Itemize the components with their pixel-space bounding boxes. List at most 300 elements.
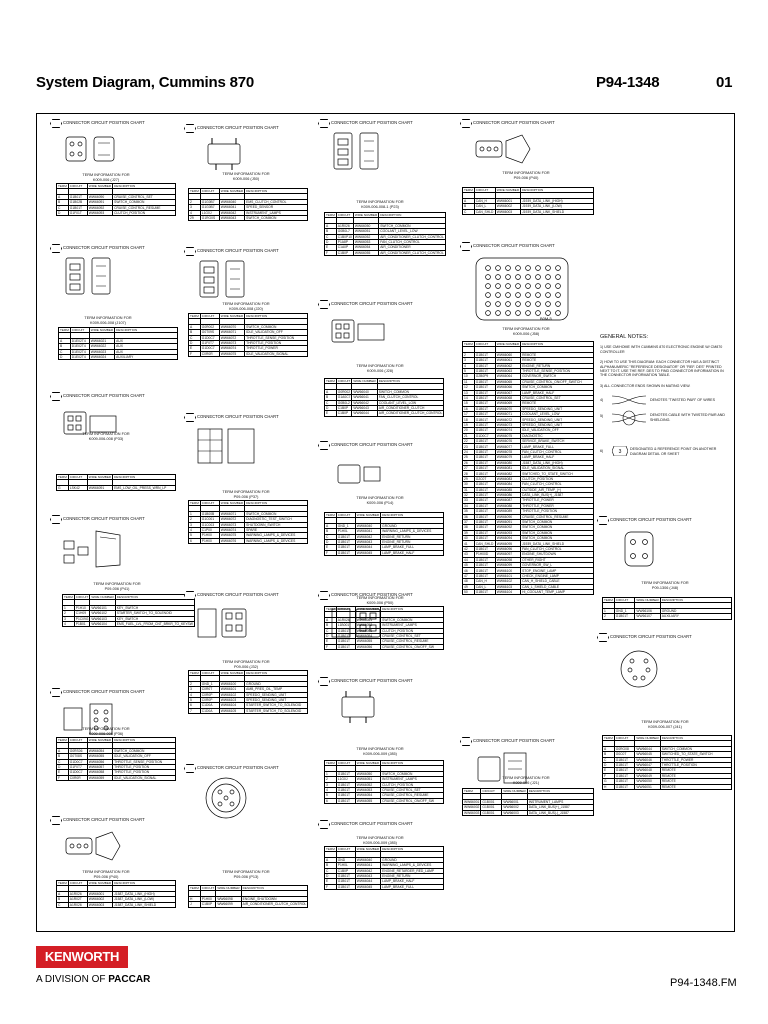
table-cell: B bbox=[325, 529, 337, 534]
table-cell: J1587_DATA_LINK_(HIGH) bbox=[521, 460, 594, 465]
column-header: CIRCUIT bbox=[614, 598, 635, 603]
table-cell: WW66050 bbox=[355, 771, 380, 776]
table-row bbox=[603, 614, 732, 619]
term-info-title-line: P09-006 (J32) bbox=[233, 664, 259, 669]
table-cell: WW66071 bbox=[219, 511, 244, 516]
table-cell: WW66041 bbox=[219, 205, 244, 210]
table-cell: WW66102 bbox=[219, 692, 244, 697]
table-cell: G1B01T bbox=[336, 633, 355, 638]
table-cell: WW66045 bbox=[355, 550, 380, 555]
chart-heading: CONNECTOR CIRCUIT POSITION CHART bbox=[331, 592, 413, 597]
table-cell: G1D0C7 bbox=[68, 770, 87, 775]
table-cell: 1 bbox=[603, 608, 615, 613]
table-cell: F bbox=[57, 775, 69, 780]
table-cell: GND_1 bbox=[336, 523, 355, 528]
table-cell: SWITCH_COMMON bbox=[245, 324, 308, 329]
column-header: DESCRIPTION bbox=[113, 881, 176, 886]
table-cell: WW66073 bbox=[495, 422, 520, 427]
chart-heading: CONNECTOR CIRCUIT POSITION CHART bbox=[473, 738, 555, 743]
table-cell: G1B01T bbox=[68, 194, 87, 199]
table-row bbox=[189, 708, 308, 713]
table-cell: 29 bbox=[463, 476, 475, 481]
table-cell: C bbox=[59, 349, 71, 354]
chart-heading: CONNECTOR CIRCUIT POSITION CHART bbox=[331, 821, 413, 826]
table-row bbox=[57, 485, 176, 490]
column-header: WIRE NUMBER bbox=[356, 761, 380, 766]
table-cell: WW66024 bbox=[89, 354, 114, 359]
table-cell: G0RS06 bbox=[68, 748, 87, 753]
table-cell: WW66105 bbox=[219, 708, 244, 713]
table-cell: WW66073 bbox=[219, 340, 244, 345]
table-cell: G1B01T bbox=[474, 471, 495, 476]
note-6-text: DESIGNATED & REFERENCE POINT ON ANOTHER DIAGRAM DETAIL OR SHEET bbox=[630, 447, 717, 456]
column-header: DESCRIPTION bbox=[113, 475, 176, 480]
connector-drawing bbox=[328, 687, 392, 735]
table-cell: 47 bbox=[463, 573, 475, 578]
table-cell: FAN_CLUTCH_CONTROL bbox=[377, 395, 444, 400]
table-cell: G1B01T bbox=[336, 884, 355, 889]
table-cell: WW66001 bbox=[502, 799, 527, 804]
table-cell: WW66044 bbox=[352, 411, 377, 416]
table-cell: G1B01T bbox=[474, 439, 495, 444]
table-cell: CRUISE_CONTROL_RESUME bbox=[113, 205, 176, 210]
table-cell: D bbox=[59, 354, 71, 359]
table-cell: ENGINE_RETURN bbox=[381, 534, 444, 539]
column-header: DESCRIPTION bbox=[113, 184, 176, 189]
column-header: TERM bbox=[326, 847, 335, 852]
table-cell: AMB_PRES_OIL_TEMP bbox=[245, 687, 308, 692]
table-row bbox=[325, 550, 444, 555]
term-info-title-line: TERM INFORMATION FOR bbox=[222, 490, 270, 494]
connector-illustration bbox=[194, 601, 258, 654]
table-cell: G1B01T bbox=[336, 793, 355, 798]
table-cell: A bbox=[325, 857, 337, 862]
table-cell: G0R002 bbox=[337, 389, 351, 394]
table-row bbox=[57, 902, 176, 907]
ecm-label: B0M-5 bbox=[540, 316, 552, 321]
term-info-title-line: P09-006 (P41) bbox=[104, 586, 130, 591]
table-cell: WW66043 bbox=[355, 539, 380, 544]
term-info-table bbox=[56, 737, 176, 781]
table-cell: DATA_LINK_BUS(+)_J1587 bbox=[521, 492, 594, 497]
table-cell: FAN_CLUTCH_CONTROL bbox=[521, 546, 594, 551]
table-cell: 36 bbox=[463, 514, 475, 519]
table-cell: G1B01T bbox=[474, 563, 495, 568]
table-cell: ENGINE_RETURN bbox=[381, 873, 444, 878]
chart-heading: CONNECTOR CIRCUIT POSITION CHART bbox=[63, 817, 145, 822]
column-header: TERM bbox=[464, 188, 473, 193]
table-cell: CRUISE_CONTROL_SET bbox=[381, 633, 444, 638]
table-cell: 16 bbox=[463, 406, 475, 411]
table-cell: 49 bbox=[463, 584, 475, 589]
table-cell: CRUISE_CONTROL_RESUME bbox=[521, 514, 594, 519]
table-cell: L1B001 bbox=[336, 623, 355, 628]
column-header: CIRCUIT bbox=[474, 188, 495, 193]
table-cell: 22 bbox=[463, 439, 475, 444]
table-cell: THROTTLE_POSITION bbox=[113, 764, 176, 769]
column-header: CIRCUIT bbox=[70, 328, 89, 333]
table-cell: ENGINE_RETURN bbox=[521, 363, 594, 368]
table-cell: WW66044 bbox=[355, 545, 380, 550]
table-cell: G1B01T bbox=[474, 568, 495, 573]
document-number: P94-1348 bbox=[596, 74, 660, 91]
table-cell: WW66074 bbox=[495, 428, 520, 433]
table-cell: WW66021 bbox=[89, 338, 114, 343]
table-cell: G1C003 bbox=[200, 522, 219, 527]
table-cell: CAN_H bbox=[474, 579, 495, 584]
chart-heading: CONNECTOR CIRCUIT POSITION CHART bbox=[197, 125, 279, 130]
chart-heading: CONNECTOR CIRCUIT POSITION CHART bbox=[197, 414, 279, 419]
table-cell: WW66056 bbox=[87, 759, 112, 764]
table-cell: SERVICE_BRAKE_SWITCH bbox=[521, 439, 594, 444]
term-info-title-line: P09-006 (P40) bbox=[93, 874, 119, 879]
table-cell: THROTTLE_SENSE_POSITION bbox=[245, 335, 308, 340]
table-cell: GND_1 bbox=[200, 681, 219, 686]
reference-designator-badge bbox=[460, 737, 472, 746]
table-cell: 25 bbox=[463, 455, 475, 460]
reference-designator-badge bbox=[50, 392, 62, 401]
table-cell: C bbox=[463, 209, 475, 214]
column-header: WIRE NUMBER bbox=[220, 314, 244, 319]
table-cell: 4 bbox=[189, 210, 201, 215]
chart-heading: CONNECTOR CIRCUIT POSITION CHART bbox=[331, 678, 413, 683]
table-cell: WW66101 bbox=[90, 605, 115, 610]
column-header: WIRE NUMBER bbox=[356, 607, 380, 612]
table-cell: G1B01T bbox=[336, 550, 355, 555]
term-info-table bbox=[188, 670, 308, 714]
table-cell: WW66055 bbox=[87, 754, 112, 759]
table-row bbox=[325, 234, 446, 239]
table-cell: G1B01T bbox=[474, 379, 495, 384]
term-info-title-line: TERM INFORMATION FOR bbox=[502, 776, 550, 780]
table-cell: F bbox=[603, 773, 615, 778]
table-cell: AIR_CONDITIONER_CLUTCH bbox=[377, 405, 444, 410]
table-cell: G1B01T bbox=[336, 873, 355, 878]
table-cell: SWITCH_COMMON bbox=[521, 530, 594, 535]
table-cell: 39 bbox=[463, 530, 475, 535]
note-4-number: 4) bbox=[600, 398, 604, 403]
table-cell: G1B01T bbox=[474, 487, 495, 492]
column-header: TERM bbox=[58, 184, 67, 189]
reference-designator-badge bbox=[318, 300, 330, 309]
table-cell: E bbox=[325, 411, 337, 416]
table-cell: G1B01T bbox=[614, 784, 635, 789]
connector-drawing bbox=[194, 257, 258, 305]
table-row bbox=[189, 215, 308, 220]
table-row bbox=[325, 250, 446, 255]
table-cell: 5 bbox=[189, 533, 201, 538]
table-cell: 6 bbox=[325, 798, 337, 803]
table-cell: G1B01T bbox=[336, 644, 355, 649]
table-cell: C1B0P bbox=[336, 405, 352, 410]
table-cell: G1B01T bbox=[474, 406, 495, 411]
table-cell: WW66071 bbox=[495, 412, 520, 417]
table-cell: 34 bbox=[463, 503, 475, 508]
table-cell: WW66068 bbox=[495, 395, 520, 400]
connector-drawing bbox=[194, 601, 258, 649]
table-cell: REMOTE bbox=[521, 401, 594, 406]
table-cell: WW66054 bbox=[87, 748, 112, 753]
column-header: TERM bbox=[190, 189, 199, 194]
table-cell: WW66043 bbox=[219, 215, 244, 220]
table-cell: WW66072 bbox=[219, 517, 244, 522]
table-cell: LAMP_BRAKE_HALF bbox=[521, 390, 594, 395]
column-header: WIRE NUMBER bbox=[220, 189, 244, 194]
term-info-title-line: P09-006 (P13) bbox=[233, 874, 259, 879]
table-row bbox=[63, 621, 195, 626]
table-cell: 37 bbox=[463, 519, 475, 524]
table-row bbox=[325, 411, 444, 416]
term-info-title-line: K009-006-007 (J41) bbox=[648, 724, 682, 729]
table-cell: A bbox=[325, 617, 337, 622]
table-cell: G0C0T bbox=[614, 752, 635, 757]
division-line bbox=[36, 974, 151, 985]
table-cell: WW66104 bbox=[495, 589, 520, 594]
column-header: TERM bbox=[190, 314, 199, 319]
column-header: WIRE NUMBER bbox=[88, 184, 112, 189]
term-info-title-line: TERM INFORMATION FOR bbox=[82, 870, 130, 874]
table-cell: WW66046 bbox=[635, 757, 660, 762]
table-cell: G1B001 bbox=[481, 810, 502, 815]
table-cell: WW66003 bbox=[495, 209, 520, 214]
table-cell: 17 bbox=[463, 412, 475, 417]
term-info-table bbox=[324, 378, 444, 417]
table-cell: CRUISE_CONTROL_SET bbox=[521, 395, 594, 400]
term-info-title-line: TERM INFORMATION FOR bbox=[222, 172, 270, 176]
term-info-title-line: P09-006 (P37) bbox=[233, 494, 259, 499]
column-header: DESCRIPTION bbox=[245, 671, 308, 676]
term-info-title bbox=[56, 727, 156, 736]
table-cell: THROTTLE_POSITION bbox=[521, 509, 594, 514]
table-cell: WW66050 bbox=[353, 223, 378, 228]
table-cell: SWITCH_COMMON bbox=[381, 771, 444, 776]
column-header: DESCRIPTION bbox=[521, 342, 594, 347]
column-header: DESCRIPTION bbox=[115, 595, 194, 600]
reference-designator-badge bbox=[50, 244, 62, 253]
table-row bbox=[57, 775, 176, 780]
table-cell: B bbox=[57, 897, 69, 902]
table-row bbox=[463, 209, 594, 214]
table-cell: G1B001 bbox=[481, 805, 502, 810]
column-header: TERM bbox=[326, 607, 335, 612]
table-cell: CAN_H bbox=[474, 198, 495, 203]
table-cell: WW66096 bbox=[495, 546, 520, 551]
table-cell: THROTTLE_POWER bbox=[245, 346, 308, 351]
term-info-title bbox=[196, 660, 296, 669]
table-cell: C bbox=[603, 757, 615, 762]
table-cell: G1B01T bbox=[474, 417, 495, 422]
table-cell: F bbox=[325, 884, 337, 889]
term-info-title bbox=[610, 720, 720, 729]
term-info-title-line: TERM INFORMATION FOR bbox=[222, 870, 270, 874]
term-info-table bbox=[462, 341, 594, 595]
column-header: WIRE NUMBER bbox=[217, 886, 240, 891]
table-cell: SWITCH_COMMON bbox=[521, 525, 594, 530]
note-5 bbox=[600, 410, 730, 432]
table-cell: WW66002 bbox=[502, 805, 527, 810]
column-header: DESCRIPTION bbox=[115, 328, 178, 333]
table-cell: D bbox=[325, 405, 337, 410]
term-info-title-line: K009-006-008-1 (P23) bbox=[361, 204, 399, 209]
table-cell: WW66040 bbox=[355, 523, 380, 528]
table-cell: G1B01T bbox=[614, 757, 635, 762]
table-cell: 7 bbox=[189, 708, 201, 713]
term-info-title-line: TERM INFORMATION FOR bbox=[222, 302, 270, 306]
table-cell: WW66104 bbox=[219, 703, 244, 708]
term-info-table bbox=[62, 594, 195, 627]
table-cell: SWITCH_COMMON bbox=[379, 223, 446, 228]
table-cell: WW66047 bbox=[635, 762, 660, 767]
table-cell: B bbox=[325, 229, 337, 234]
term-info-table bbox=[462, 187, 594, 215]
term-info-title bbox=[56, 173, 156, 182]
reference-designator-badge bbox=[50, 816, 62, 825]
table-cell: CAN_L bbox=[474, 204, 495, 209]
connector-drawing bbox=[194, 423, 258, 471]
table-cell: OTHER_RIGHT bbox=[521, 557, 594, 562]
column-header: DESCRIPTION bbox=[381, 847, 444, 852]
term-info-title-line: K009-006 (P14) bbox=[366, 500, 394, 505]
table-row bbox=[325, 644, 444, 649]
table-cell: WW66054 bbox=[353, 245, 378, 250]
table-cell: B bbox=[325, 623, 337, 628]
table-cell: C bbox=[325, 868, 337, 873]
connector-illustration bbox=[328, 310, 392, 363]
column-header: DESCRIPTION bbox=[381, 607, 444, 612]
term-info-title bbox=[196, 302, 296, 311]
table-cell: CHECK_ENGINE_LAMP bbox=[521, 573, 594, 578]
table-cell: WW66103 bbox=[219, 697, 244, 702]
table-cell: OUTSIDE_AIR_TEMP_(+) bbox=[521, 487, 594, 492]
table-cell: 6 bbox=[189, 538, 201, 543]
column-header: TERM bbox=[60, 328, 69, 333]
table-cell: G1B01T bbox=[614, 779, 635, 784]
table-cell: C0R0R bbox=[200, 351, 219, 356]
connector-illustration bbox=[194, 423, 258, 476]
term-info-title-line: TERM INFORMATION FOR bbox=[356, 496, 404, 500]
table-cell: THROTTLE_POWER bbox=[521, 498, 594, 503]
table-cell: AIR_CONDITIONER bbox=[379, 245, 446, 250]
table-cell: A bbox=[57, 891, 69, 896]
table-cell: C bbox=[325, 534, 337, 539]
reference-designator-badge bbox=[184, 591, 196, 600]
table-cell: WW66055 bbox=[355, 639, 380, 644]
table-cell: B bbox=[325, 395, 337, 400]
reference-designator-badge bbox=[597, 633, 609, 642]
table-cell: 6 bbox=[189, 703, 201, 708]
table-cell: G1B01T bbox=[474, 503, 495, 508]
table-cell: 24 bbox=[463, 449, 475, 454]
connector-illustration bbox=[60, 254, 124, 307]
table-cell: WW66080 bbox=[495, 460, 520, 465]
table-cell: G1B01T bbox=[336, 639, 355, 644]
term-info-title-line: P09-1306 (J48) bbox=[651, 585, 679, 590]
reference-designator-badge bbox=[460, 119, 472, 128]
term-info-title-line: K009-006 (J21) bbox=[512, 780, 540, 785]
connector-drawing bbox=[60, 402, 124, 450]
column-header: WIRE NUMBER bbox=[354, 213, 378, 218]
term-info-table bbox=[602, 735, 732, 790]
table-row bbox=[189, 517, 308, 522]
table-cell: B bbox=[325, 863, 337, 868]
table-cell: WW66083 bbox=[495, 476, 520, 481]
table-cell: WW66066 bbox=[495, 385, 520, 390]
table-cell: WW66091 bbox=[87, 200, 112, 205]
table-cell: 4 bbox=[189, 692, 201, 697]
table-cell: P1B01 bbox=[74, 621, 90, 626]
table-cell: 42 bbox=[463, 546, 475, 551]
table-cell: 15 bbox=[463, 401, 475, 406]
column-header: CIRCUIT bbox=[200, 314, 219, 319]
table-cell: 2 bbox=[603, 614, 615, 619]
table-cell: G1B00B bbox=[200, 511, 219, 516]
table-cell: G1D0C7 bbox=[68, 759, 87, 764]
table-row bbox=[325, 798, 444, 803]
table-cell: C0R0P bbox=[200, 692, 219, 697]
table-cell: THROTTLE_POSITION bbox=[660, 762, 731, 767]
term-info-title-line: TERM INFORMATION FOR bbox=[502, 171, 550, 175]
term-info-title-line: K009-006-009 (J85) bbox=[363, 751, 397, 756]
table-cell: DATA_LINK_BUS(+)_J1587 bbox=[527, 805, 593, 810]
table-cell: WW66056 bbox=[355, 644, 380, 649]
table-cell: G1B01T bbox=[336, 798, 355, 803]
table-cell: WW66052 bbox=[353, 234, 378, 239]
table-cell: D1E02T4 bbox=[70, 354, 89, 359]
table-cell: WW66023 bbox=[89, 349, 114, 354]
note-1: 1) USE CM/HOME WITH CUMMINS 870 ELECTRONIC ENGINE W/ CM870 CONTROLLER bbox=[600, 345, 723, 354]
column-header: DESCRIPTION bbox=[521, 188, 594, 193]
table-cell: P1H00D bbox=[474, 552, 495, 557]
table-cell: G1G0B7 bbox=[200, 199, 219, 204]
table-cell: WW66063 bbox=[495, 368, 520, 373]
table-row bbox=[189, 538, 308, 543]
column-header: TERM bbox=[190, 501, 199, 506]
table-cell: G1B01T bbox=[336, 539, 355, 544]
table-cell: INSTRUMENT_LAMPS bbox=[245, 210, 308, 215]
table-cell: WW66054 bbox=[355, 793, 380, 798]
table-cell: SPEEDO_SENDING_UNIT bbox=[521, 406, 594, 411]
term-info-title bbox=[470, 327, 582, 336]
table-cell: F bbox=[325, 250, 337, 255]
table-cell: P1H00 bbox=[200, 533, 219, 538]
table-cell: STARTER_SWITCH_TO_SOLENOID bbox=[115, 611, 194, 616]
table-cell: C bbox=[57, 205, 69, 210]
table-row bbox=[325, 868, 444, 873]
table-cell: SWITCHED_TO_STATE_SWITCH bbox=[521, 471, 594, 476]
table-cell: A bbox=[59, 338, 71, 343]
connector-drawing bbox=[60, 525, 124, 573]
column-header: TERM bbox=[190, 886, 199, 891]
table-cell: WW66043 bbox=[352, 405, 377, 410]
connector-drawing bbox=[60, 129, 124, 177]
term-info-title bbox=[196, 172, 296, 181]
table-cell: 4 bbox=[463, 363, 475, 368]
table-cell: WW66050 bbox=[635, 779, 660, 784]
table-cell: REMOTE bbox=[521, 358, 594, 363]
term-info-title-line: K009-006-009 (J85) bbox=[363, 840, 397, 845]
term-info-table bbox=[56, 183, 176, 216]
table-cell: WW66098 bbox=[495, 557, 520, 562]
table-cell: D1E02T4 bbox=[70, 344, 89, 349]
table-cell: E bbox=[325, 639, 337, 644]
table-cell: F bbox=[325, 644, 337, 649]
column-header: DESCRIPTION bbox=[381, 761, 444, 766]
table-cell: 3 bbox=[189, 522, 201, 527]
term-info-title-line: K009-006 (J28) bbox=[366, 368, 394, 373]
table-cell: G1B01T bbox=[474, 358, 495, 363]
table-cell: B bbox=[463, 204, 475, 209]
table-cell: WW66041 bbox=[352, 395, 377, 400]
